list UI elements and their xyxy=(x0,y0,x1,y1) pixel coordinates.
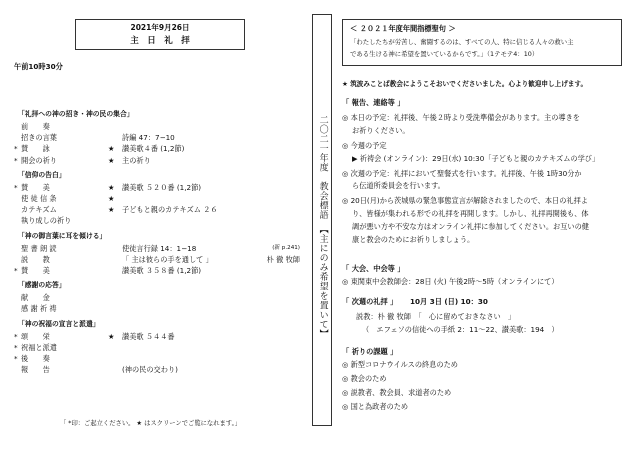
service-date: 2021年9月26日 xyxy=(130,23,190,32)
report-heading: 「 報告、連絡等 」 xyxy=(342,98,405,107)
row-label: 招きの言葉 xyxy=(21,133,57,143)
prayer-item: ◎ 国と為政者のため xyxy=(342,402,408,411)
row-content: 子どもと親のカテキズム ２６ xyxy=(122,205,218,215)
row-content: 「 主は彼らの手を通して 」 xyxy=(122,254,213,264)
report-line: ◎ 本日の予定：礼拝後、午後２時より受洗準備会があります。主の導きを xyxy=(342,113,580,122)
row-mark: * xyxy=(14,342,18,352)
prayer-item: ◎ 教会のため xyxy=(342,374,387,383)
row-label: 開会の祈り xyxy=(21,155,57,165)
prayer-heading: 「 祈りの課題 」 xyxy=(342,347,398,356)
row-label: 頌 栄 xyxy=(21,331,50,341)
row-label: 前 奏 xyxy=(21,122,50,131)
motto-verse-line-1: 「わたしたちが労苦し、奮闘するのは、すべての人、特に信じる人々の救い主 xyxy=(350,38,574,46)
service-time: 午前10時30分 xyxy=(14,62,63,71)
row-content: (神の民の交わり) xyxy=(122,365,178,375)
next-service-heading: 「 次週の礼拝 」 xyxy=(342,297,398,306)
row-content: 詩編 47：7−10 xyxy=(122,133,175,143)
report-line: お祈りください。 xyxy=(352,125,410,135)
row-label: 献 金 xyxy=(21,293,50,303)
report-line: ら伝道所委員会を行います。 xyxy=(352,181,445,191)
row-mark: * xyxy=(14,144,18,154)
row-right: (新 p.241) xyxy=(272,244,300,251)
row-star: ★ xyxy=(108,331,115,341)
section-heading: 「信仰の告白」 xyxy=(18,170,66,179)
row-mark: * xyxy=(14,354,18,363)
church-motto-vertical xyxy=(312,14,332,426)
row-label: 説 教 xyxy=(21,254,50,264)
row-mark: * xyxy=(14,331,18,341)
row-right: 朴 徹 牧師 xyxy=(266,254,300,264)
row-content: 讃美歌 ５４４番 xyxy=(122,331,175,341)
row-star: ★ xyxy=(108,144,115,154)
row-label: 使 徒 信 条 xyxy=(21,194,57,203)
row-star: ★ xyxy=(108,194,115,203)
row-content: 主の祈り xyxy=(122,155,151,165)
row-star: ★ xyxy=(108,182,115,192)
meeting-item: ◎ 東関東中会教師会：28日 (火) 午後2時〜5時（オンラインにて） xyxy=(342,277,559,286)
row-label: 賛 美 xyxy=(21,182,50,192)
report-line: ◎ 今週の予定 xyxy=(342,141,387,150)
section-heading: 「感謝の応答」 xyxy=(18,281,66,290)
report-line: り、皆様が集われる形での礼拝を再開します。しかし、礼拝再開後も、体 xyxy=(352,209,589,219)
left-footer-note: 「 *印：ご起立ください。 ★ はスクリーンでご覧になれます。」 xyxy=(60,420,242,427)
section-heading: 「礼拝への神の招き・神の民の集合」 xyxy=(18,110,134,118)
row-mark: * xyxy=(14,182,18,192)
motto-verse-line-2: である生ける神に希望を置いているからです。」（1テモテ4：10） xyxy=(350,50,539,58)
next-service-sermon: 説教：朴 徹 牧師 「 心に留めておきなさい 」 xyxy=(356,312,516,321)
prayer-item: ◎ 説教者、教会員、求道者のため xyxy=(342,388,451,397)
prayer-item: ◎ 新型コロナウイルスの終息のため xyxy=(342,360,458,369)
meeting-heading: 「 大会、中会等 」 xyxy=(342,264,405,273)
row-label: 聖 書 朗 読 xyxy=(21,243,57,253)
row-content: 讃美歌４番 (1,2節) xyxy=(122,144,185,154)
next-service-scripture: （ エフェソの信徒への手紙 2：11〜22、讃美歌：194 ） xyxy=(362,325,559,334)
row-content: 使徒言行録 14：1−18 xyxy=(122,243,197,253)
row-star: ★ xyxy=(108,155,115,165)
welcome-message: ★ 筑波みことば教会にようこそおいでくださいました。心より歓迎申し上げます。 xyxy=(342,80,588,88)
row-label: 執り成しの祈り xyxy=(21,216,72,226)
row-label: 賛 詠 xyxy=(21,144,50,154)
report-line: 調が悪い方や不安な方はオンライン礼拝に参加してください。お互いの健 xyxy=(352,222,589,231)
report-line: ◎ 20日(月)から茨城県の緊急事態宣言が解除されましたので、本日の礼拝よ xyxy=(342,196,588,205)
section-heading: 「神の御言葉に耳を傾ける」 xyxy=(18,231,107,240)
motto-verse-heading: ＜ ２０２１年度年間指標聖句 ＞ xyxy=(350,24,456,33)
row-content: 讃美歌 ５２０番 (1,2節) xyxy=(122,182,202,192)
row-label: カテキズム xyxy=(21,205,57,215)
row-star: ★ xyxy=(108,205,115,215)
church-motto-text: 二〇二一年度 教会標語 【主にのみ希望を置いて】 xyxy=(317,115,328,339)
service-title: 主 日 礼 拝 xyxy=(130,36,190,46)
row-label: 後 奏 xyxy=(21,354,50,363)
row-label: 報 告 xyxy=(21,365,50,375)
row-mark: * xyxy=(14,155,18,165)
row-label: 祝福と派遣 xyxy=(21,342,57,352)
section-heading: 「神の祝福の宣言と派遣」 xyxy=(18,319,100,328)
report-line: ▶ 祈祷会 (オンライン)：29日(水) 10:30「子どもと親のカテキズムの学び」 xyxy=(352,153,600,163)
report-line: ◎ 次週の予定：礼拝において聖餐式を行います。礼拝後、午後 1時30分か xyxy=(342,169,582,178)
row-label: 賛 美 xyxy=(21,266,50,275)
next-service-date: 10月 3日 (日) 10：30 xyxy=(410,297,488,306)
row-label: 感 謝 祈 祷 xyxy=(21,304,57,314)
report-line: 康と教会のためにお祈りしましょう。 xyxy=(352,234,475,244)
row-mark: * xyxy=(14,266,18,275)
row-content: 讃美歌 ３５８番 (1,2節) xyxy=(122,266,202,275)
